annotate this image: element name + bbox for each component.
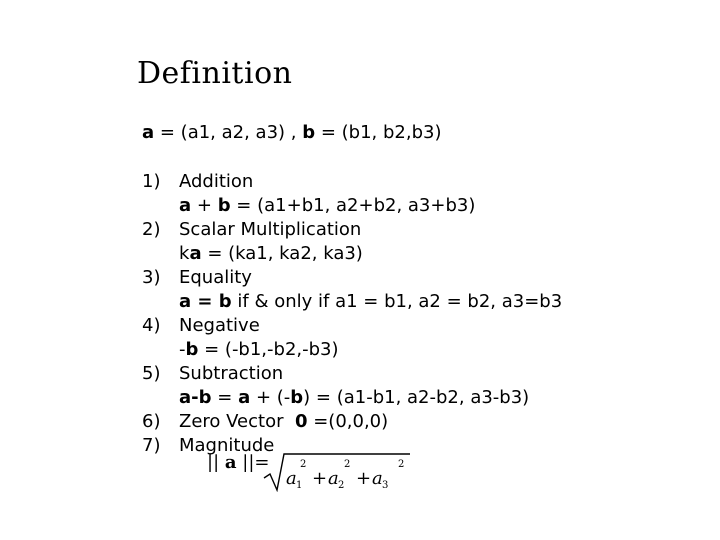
- item-addition: Addition: [179, 171, 254, 192]
- svg-text:a: a: [328, 468, 339, 489]
- item-zero-vector: Zero Vector 0 =(0,0,0): [179, 411, 389, 432]
- item-number-2: 2): [142, 219, 161, 240]
- zero-vector-symbol: 0: [294, 411, 308, 432]
- item-number-5: 5): [142, 363, 161, 384]
- formula-equality: a = b if & only if a1 = b1, a2 = b2, a3=b3: [179, 291, 563, 312]
- item-scalar-multiplication: Scalar Multiplication: [179, 219, 362, 240]
- svg-text:a: a: [286, 468, 297, 489]
- slide-title: Definition: [137, 56, 293, 91]
- item-negative: Negative: [179, 315, 260, 336]
- item-number-1: 1): [142, 171, 161, 192]
- item-number-6: 6): [142, 411, 161, 432]
- svg-text:2: 2: [344, 459, 351, 470]
- svg-text:+: +: [356, 468, 372, 489]
- formula-scalar-multiplication: ka = (ka1, ka2, ka3): [179, 243, 363, 264]
- svg-text:2: 2: [398, 459, 405, 470]
- item-magnitude: Magnitude: [179, 435, 275, 456]
- formula-negative: -b = (-b1,-b2,-b3): [179, 339, 339, 360]
- svg-text:2: 2: [338, 480, 345, 491]
- item-number-3: 3): [142, 267, 161, 288]
- svg-text:2: 2: [300, 459, 307, 470]
- vector-b-components: = (b1, b2,b3): [315, 122, 442, 143]
- vector-b: b: [302, 122, 316, 143]
- zero-vector-components: =(0,0,0): [307, 411, 389, 432]
- vector-definitions: [142, 122, 442, 144]
- item-equality: Equality: [179, 267, 252, 288]
- vector-a: a: [142, 122, 155, 143]
- item-number-4: 4): [142, 315, 161, 336]
- svg-text:a: a: [372, 468, 383, 489]
- vector-a-components: = (a1, a2, a3) ,: [154, 122, 303, 143]
- magnitude-radical: [262, 450, 412, 492]
- item-subtraction: Subtraction: [179, 363, 284, 384]
- svg-text:1: 1: [296, 480, 303, 491]
- magnitude-lhs: || a ||=: [207, 452, 270, 473]
- item-number-7: 7): [142, 435, 161, 456]
- svg-text:+: +: [312, 468, 328, 489]
- formula-subtraction: a-b = a + (-b) = (a1-b1, a2-b2, a3-b3): [179, 387, 530, 408]
- formula-addition: a + b = (a1+b1, a2+b2, a3+b3): [179, 195, 476, 216]
- svg-text:3: 3: [382, 480, 389, 491]
